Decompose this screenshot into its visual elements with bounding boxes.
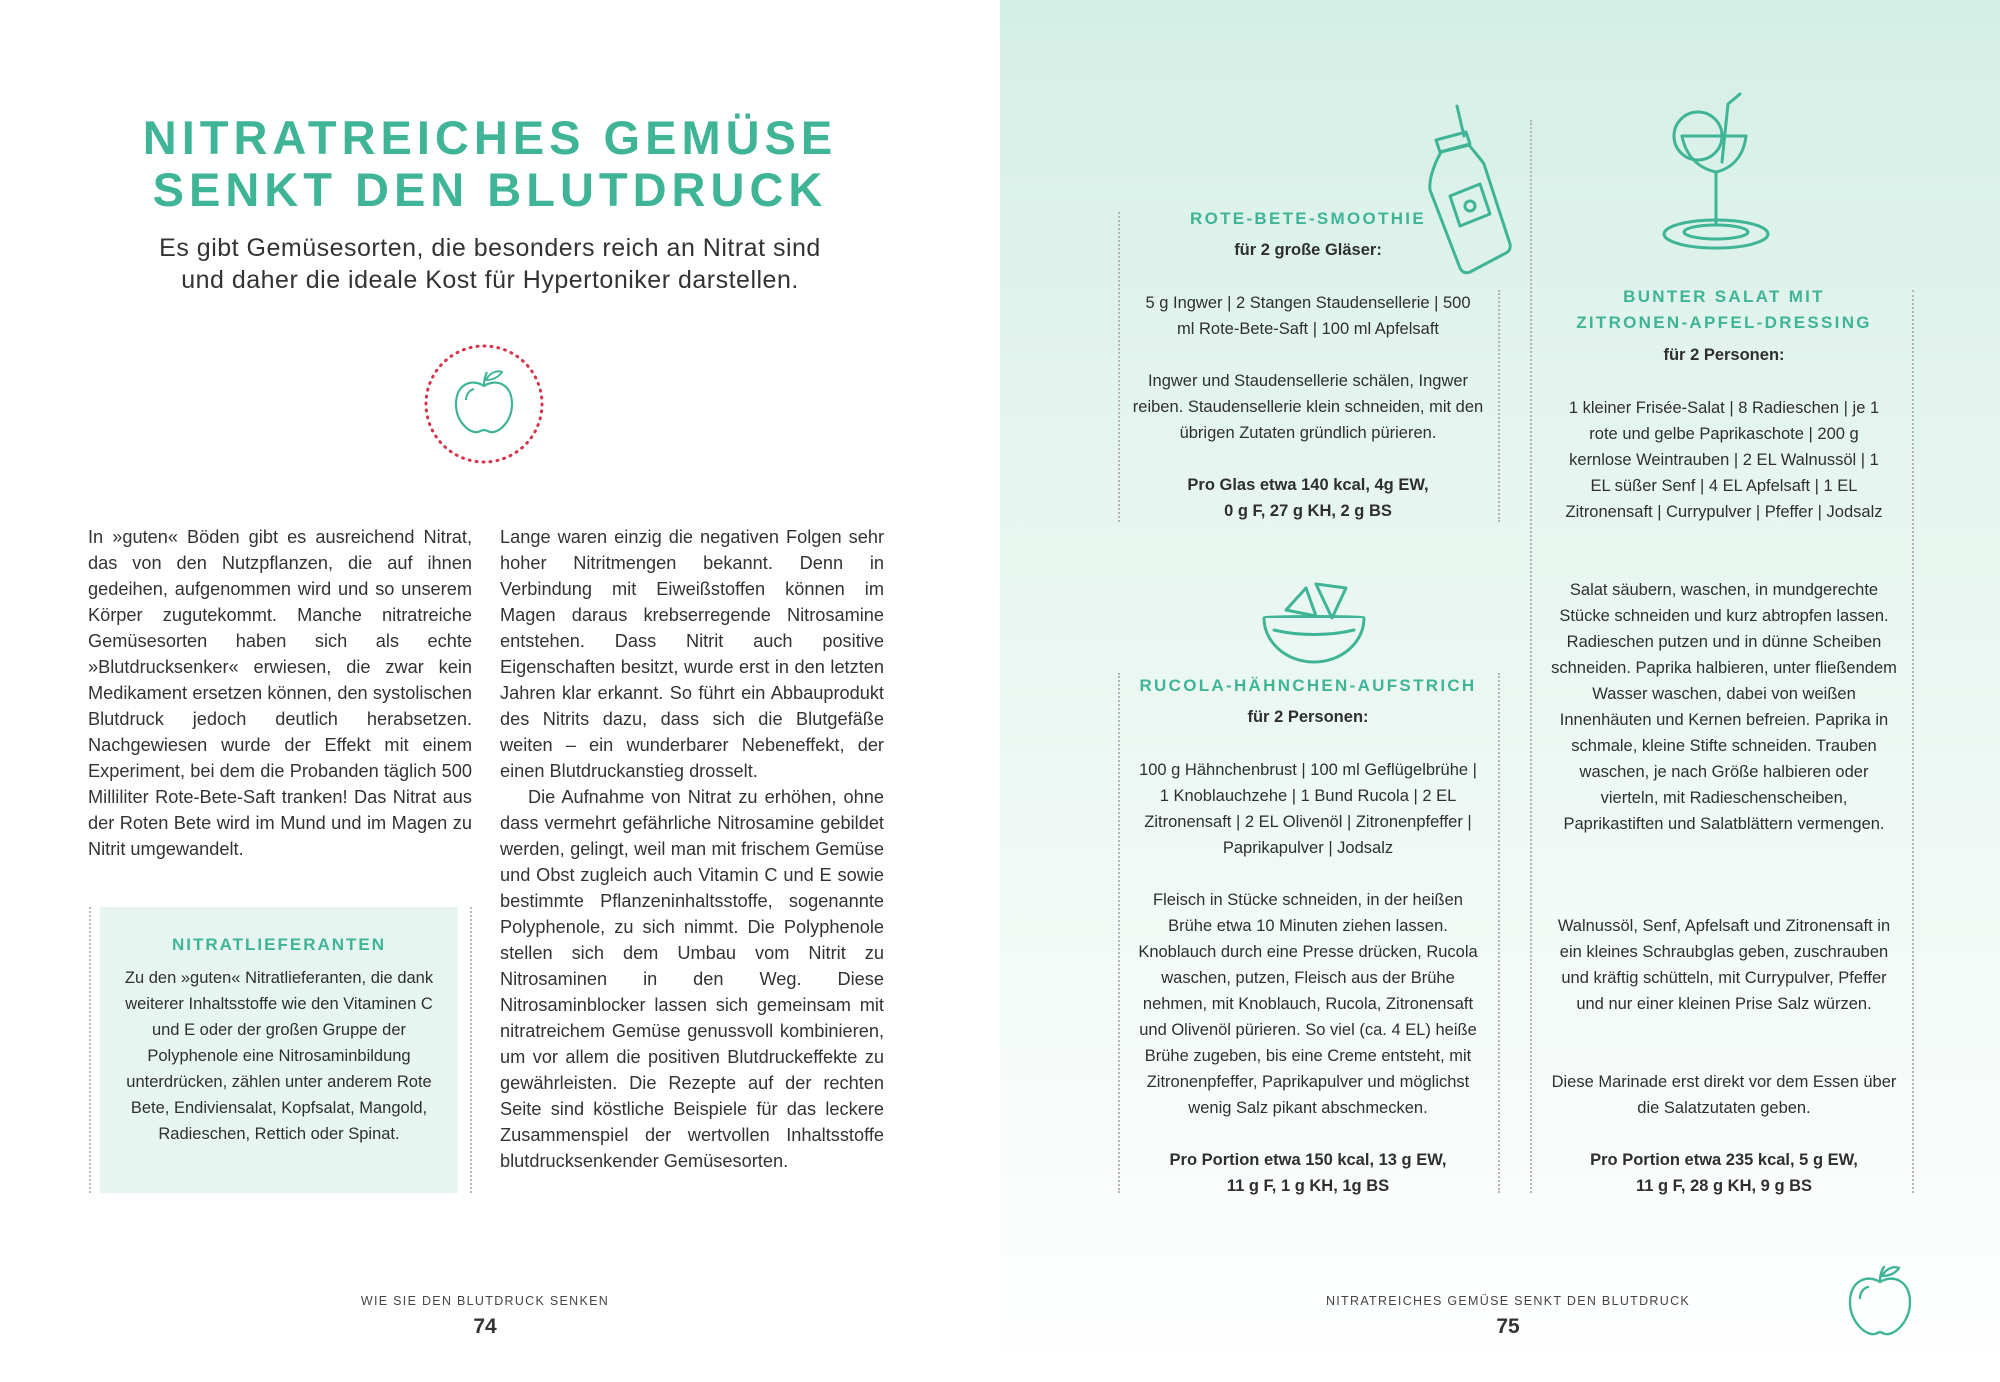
nutrition-line: Pro Portion etwa 150 kcal, 13 g EW, <box>1169 1151 1447 1169</box>
column-divider <box>1912 290 1914 1193</box>
body-paragraph: In »guten« Böden gibt es ausreichend Nitrat, das von den Nutzpflanzen, die auf ihnen gedeihen, aufgenommen wird und so unserem Körper zugutekommt. Manche nitratreiche Gemüsesorten haben sich als echte »Blutdrucksenker« erwiesen, die zwar kein Medikament ersetzen können, den systolischen Blutdruck jedoch deutlich herabsetzen. Nachgewiesen wurde der Effekt mit einem Experiment, bei dem die Probanden täglich 500 Milliliter Rote-Bete-Saft tranken! Das Nitrat aus der Roten Bete wird im Mund und im Magen zu Nitrit umgewandelt. <box>88 527 472 859</box>
nutrition-line: Pro Glas etwa 140 kcal, 4g EW, <box>1187 476 1429 494</box>
nutrition-line: 11 g F, 28 g KH, 9 g BS <box>1635 1177 1813 1195</box>
recipe-3-ingredients: 1 kleiner Frisée-Salat | 8 Radieschen | je 1 rote und gelbe Paprikaschote | 200 g kernlose Weintrauben | 2 EL Walnussöl | 1 EL süßer Senf | 4 EL Apfelsaft | 1 EL Zitronensaft | Currypulver | Pfeffer | Jodsalz <box>1565 399 1883 521</box>
page-title <box>100 112 880 216</box>
column-divider <box>1118 212 1120 522</box>
page-number: 75 <box>1496 1315 1520 1338</box>
column-divider <box>1530 120 1532 1193</box>
footer-label: NITRATREICHES GEMÜSE SENKT DEN BLUTDRUCK <box>1325 1294 1691 1308</box>
recipe-2-instructions: Fleisch in Stücke schneiden, in der heißen Brühe etwa 10 Minuten ziehen lassen. Knoblauch durch eine Presse drücken, Rucola waschen, putzen, Fleisch aus der Brühe nehmen, mit Knoblauch, Rucola, Zitronensaft und Olivenöl pürieren. So viel (ca. 4 EL) heiße Brühe zugeben, bis eine Creme entsteht, mit Zitronenpfeffer, Paprikapulver und möglichst wenig Salz pikant abschmecken. <box>1138 891 1478 1117</box>
footer-label: WIE SIE DEN BLUTDRUCK SENKEN <box>360 1294 610 1308</box>
body-column-1 <box>88 524 472 862</box>
recipe-2-ingredients: 100 g Hähnchenbrust | 100 ml Geflügelbrühe | 1 Knoblauchzehe | 1 Bund Rucola | 2 EL Zitronensaft | 2 EL Olivenöl | Zitronenpfeffer | Paprikapulver | Jodsalz <box>1139 761 1477 857</box>
apple-icon <box>422 342 546 466</box>
cocktail-glass-icon <box>1662 92 1792 262</box>
recipe-3-title-line: ZITRONEN-APFEL-DRESSING <box>1576 313 1872 332</box>
bowl-icon <box>1258 578 1370 668</box>
recipe-2-servings: für 2 Personen: <box>1247 708 1369 726</box>
recipe-1-instructions: Ingwer und Staudensellerie schälen, Ingwer reiben. Staudensellerie klein schneiden, mit den übrigen Zutaten gründlich pürieren. <box>1132 372 1484 442</box>
column-divider <box>1498 290 1500 522</box>
apple-icon <box>1844 1262 1916 1338</box>
title-line-2: SENKT DEN BLUTDRUCK <box>152 163 828 216</box>
right-page <box>1000 0 2000 1382</box>
column-divider <box>1118 673 1120 1193</box>
recipe-1-title: ROTE-BETE-SMOOTHIE <box>1190 209 1426 228</box>
subtitle-line-1: Es gibt Gemüsesorten, die besonders reich an Nitrat sind <box>159 234 821 262</box>
nutrition-line: Pro Portion etwa 235 kcal, 5 g EW, <box>1590 1151 1858 1169</box>
page-subtitle <box>110 232 870 296</box>
recipe-3-instructions: Salat säubern, waschen, in mundgerechte Stücke schneiden und kurz abtropfen lassen. Radieschen putzen und in dünne Scheiben schneiden. Paprika halbieren, unter fließendem Wasser waschen, dabei von weißen Innenhäuten und Kernen befreien. Paprika in schmale, kleine Stifte schneiden. Trauben waschen, je nach Größe halbieren oder vierteln, mit Radieschenscheiben, Paprikastiften und Salatblättern vermengen. <box>1551 581 1897 833</box>
nutrition-line: 0 g F, 27 g KH, 2 g BS <box>1224 502 1392 520</box>
page-number: 74 <box>473 1315 497 1338</box>
infobox-text: Zu den »guten« Nitratlieferanten, die dank weiterer Inhaltsstoffe wie den Vitaminen C und E oder der großen Gruppe der Polyphenole eine Nitrosaminbildung unterdrücken, zählen unter anderem Rote Bete, Endiviensalat, Kopfsalat, Mangold, Radieschen, Rettich oder Spinat. <box>124 969 434 1143</box>
nutrition-line: 11 g F, 1 g KH, 1g BS <box>1226 1177 1390 1195</box>
recipe-3-title <box>1548 284 1900 336</box>
recipe-1-nutrition <box>1130 472 1486 524</box>
recipe-3-nutrition <box>1550 1147 1898 1199</box>
subtitle-line-2: und daher die ideale Kost für Hypertoniker darstellen. <box>181 266 799 294</box>
recipe-3-title-line: BUNTER SALAT MIT <box>1623 287 1825 306</box>
recipe-3-serving-note: Diese Marinade erst direkt vor dem Essen über die Salatzutaten geben. <box>1551 1073 1897 1117</box>
recipe-1-ingredients: 5 g Ingwer | 2 Stangen Staudensellerie | 500 ml Rote-Bete-Saft | 100 ml Apfelsaft <box>1145 294 1471 338</box>
infobox-divider-right <box>470 907 472 1193</box>
recipe-3-dressing: Walnussöl, Senf, Apfelsaft und Zitronensaft in ein kleines Schraubglas geben, zuschrauben und kräftig schütteln, mit Currypulver, Pfeffer und nur einer kleinen Prise Salz würzen. <box>1557 917 1891 1013</box>
infobox-title: NITRATLIEFERANTEN <box>171 935 387 954</box>
body-paragraph: Die Aufnahme von Nitrat zu erhöhen, ohne dass vermehrt gefährliche Nitrosamine gebildet werden, gelingt, weil man mit frischem Gemüse und Obst zugleich auch Vitamin C und E sowie bestimmte Pflanzeninhaltsstoffe, sogenannte Polyphenole, zu sich nimmt. Die Polyphenole stellen sich dem Umbau vom Nitrit zu Nitrosaminen in den Weg. Diese Nitrosaminblocker lassen sich gemeinsam mit nitratreichem Gemüse genussvoll kombinieren, um vor allem die positiven Blutdruckeffekte zu gewährleisten. Die Rezepte auf der rechten Seite sind köstliche Beispiele für das leckere Zusammenspiel der wertvollen Inhaltsstoffe blutdrucksenkender Gemüsesorten. <box>500 787 884 1171</box>
recipe-1-servings: für 2 große Gläser: <box>1234 241 1382 259</box>
column-divider <box>1498 673 1500 1193</box>
recipe-3-servings: für 2 Personen: <box>1663 346 1785 364</box>
infobox-divider-left <box>89 907 91 1193</box>
title-line-1: NITRATREICHES GEMÜSE <box>142 111 838 164</box>
body-column-2 <box>500 524 884 1174</box>
recipe-2-nutrition <box>1130 1147 1486 1199</box>
body-paragraph: Lange waren einzig die negativen Folgen sehr hoher Nitritmengen bekannt. Denn in Verbindung mit Eiweißstoffen können im Magen daraus krebserregende Nitrosamine entstehen. Dass Nitrit auch positive Eigenschaften besitzt, wurde erst in den letzten Jahren klar erkannt. So führt ein Abbauprodukt des Nitrits dazu, dass sich die Blutgefäße weiten – ein wunderbarer Nebeneffekt, der einen Blutdruckanstieg drosselt. <box>500 527 884 781</box>
recipe-2-title: RUCOLA-HÄHNCHEN-AUFSTRICH <box>1139 676 1477 695</box>
